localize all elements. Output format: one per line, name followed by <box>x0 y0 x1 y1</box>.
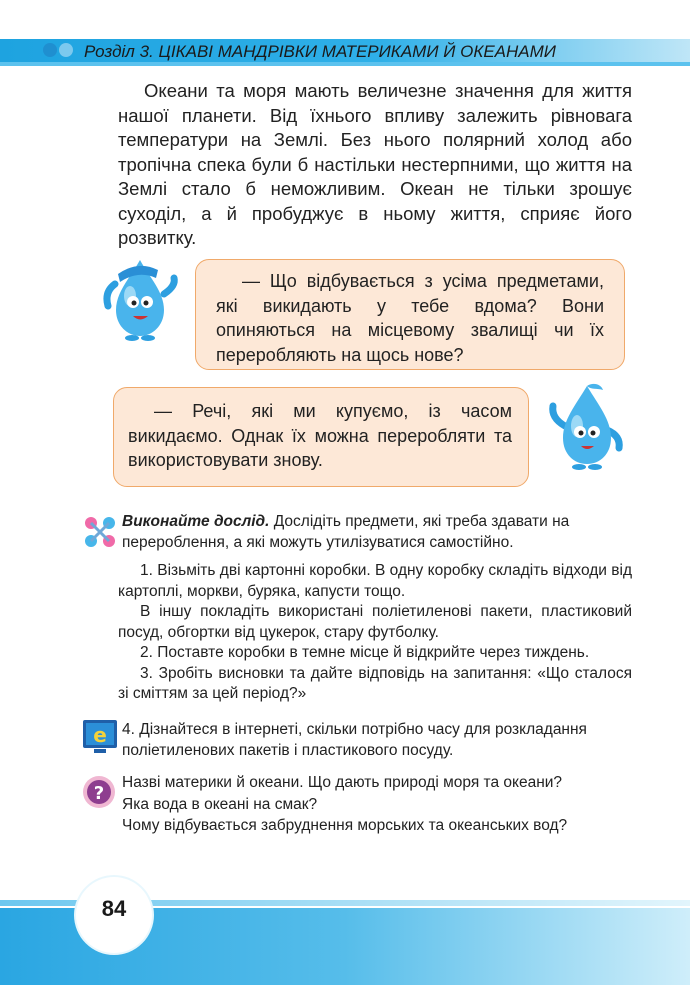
internet-task: 4. Дізнайтеся в інтернеті, скільки потрібно часу для розкладання поліетиленових пакетів і пластикового посуду. <box>122 721 587 759</box>
question-line: Яка вода в океані на смак? <box>122 795 318 813</box>
chapter-title: Розділ 3. ЦІКАВІ МАНДРІВКИ МАТЕРИКАМИ Й ОКЕАНАМИ <box>84 42 556 61</box>
experiment-step: В іншу покладіть використані поліетиленові пакети, пластиковий посуд, обгортки від цукерок, стару футболку. <box>118 603 632 641</box>
review-questions <box>122 772 662 837</box>
experiment-step: 2. Поставте коробки в темне місце й відкрийте через тиждень. <box>140 644 590 661</box>
experiment-step: 1. Візьміть дві картонні коробки. В одну коробку складіть відходи від картоплі, моркви, буряка, капусти тощо. <box>118 562 632 600</box>
question-line: Назві материки й океани. Що дають природі моря та океани? <box>122 774 563 791</box>
experiment-heading <box>122 512 634 553</box>
question-line: Чому відбувається забруднення морських та океанських вод? <box>122 817 568 834</box>
water-drop-mascot-icon <box>543 378 629 474</box>
svg-text:?: ? <box>93 783 105 804</box>
experiment-title: Виконайте дослід. <box>122 513 270 530</box>
experiment-icon <box>82 514 118 550</box>
speech-bubble <box>195 259 625 370</box>
svg-text:e: e <box>93 723 107 747</box>
header-dot-icon <box>59 43 73 57</box>
dialogue-text: — Що відбувається з усіма предметами, які викидають у тебе вдома? Вони опиняються на місцевому звалищі чи їх переробляють на щось нове? <box>216 271 604 365</box>
question-icon <box>82 775 116 809</box>
page-number: 84 <box>101 896 127 921</box>
header-underline <box>0 62 690 66</box>
experiment-step: 3. Зробіть висновки та дайте відповідь на запитання: «Що сталося зі сміттям за цей період?» <box>118 664 632 702</box>
experiment-steps <box>118 561 632 705</box>
water-drop-mascot-icon <box>100 256 182 342</box>
internet-icon <box>82 719 118 755</box>
experiment-intro: Дослідіть предмети, які треба здавати на перероблення, а які можуть утилізуватися самостійно. <box>122 513 570 551</box>
intro-paragraph: Океани та моря мають величезне значення для життя нашої планети. Від їхнього впливу залежить рівновага температури на Землі. Без нього полярний холод або тропічна спека були б настільки нестерпними, що життя на Землі стало б неможливим. Океан не тільки зрошує суходіл, а й пробуджує в ньому життя, сприяє його розвитку. <box>118 80 632 248</box>
header-dot-icon <box>43 43 57 57</box>
dialogue-text: — Речі, які ми купуємо, із часом викидаємо. Однак їх можна переробляти та використовувати знову. <box>128 401 512 470</box>
speech-bubble <box>113 387 529 487</box>
